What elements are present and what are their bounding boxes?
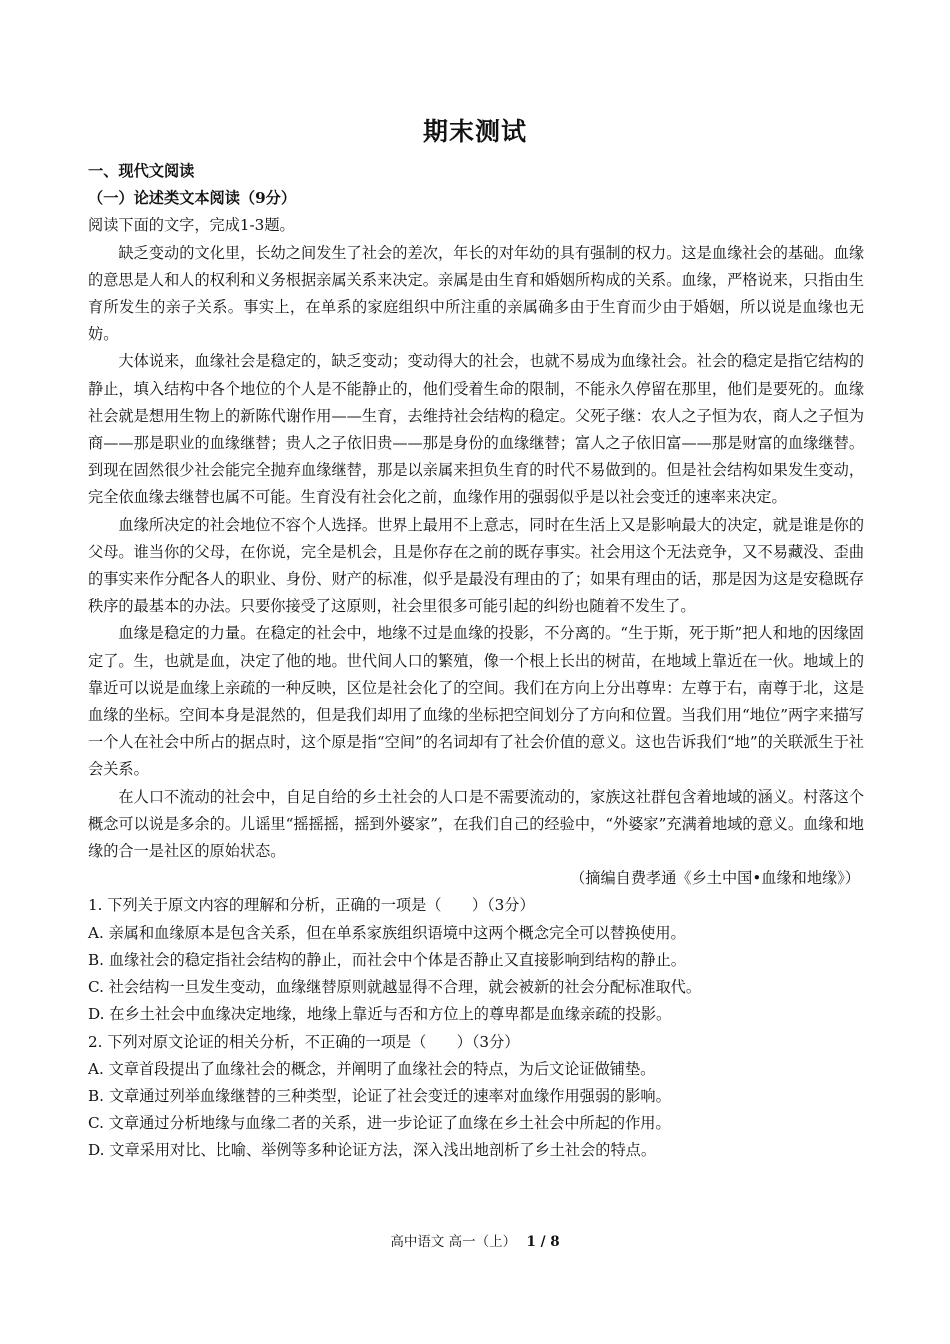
instruction-text: 阅读下面的文字，完成1-3题。 (88, 216, 295, 235)
paragraph-1: 缺乏变动的文化里，长幼之间发生了社会的差次，年长的对年幼的具有强制的权力。这是血缘社会的基础。血缘的意思是人和人的权利和义务根据亲属关系来决定。亲属是由生育和婚姻所构成的关系。血缘，严格说来，只指由生育所发生的亲子关系。事实上，在单系的家庭组织中所注重的亲属确多由于生育而少由于婚姻，所以说是血缘也无妨。 (88, 243, 864, 344)
question-2-option-c: C. 文章通过分析地缘与血缘二者的关系，进一步论证了血缘在乡土社会中所起的作用。 (88, 1114, 671, 1133)
page-footer (0, 1230, 950, 1250)
paragraph-3: 血缘所决定的社会地位不容个人选择。世界上最用不上意志，同时在生活上又是影响最大的决定，就是谁是你的父母。谁当你的父母，在你说，完全是机会，且是你存在之前的既存事实。社会用这个无法竞争，又不易藏没、歪曲的事实来作分配各人的职业、身份、财产的标准，似乎是最没有理由的了；如果有理由的话，那是因为这是安稳既存秩序的最基本的办法。只要你接受了这原则，社会里很多可能引起的纠纷也随着不发生了。 (88, 515, 864, 616)
footer-page-number: 1 / 8 (526, 1234, 560, 1250)
question-1-stem: 1. 下列关于原文内容的理解和分析，正确的一项是（ ）（3分） (88, 896, 535, 915)
subsection-heading: （一）论述类文本阅读（9分） (88, 189, 297, 208)
question-2-option-d: D. 文章采用对比、比喻、举例等多种论证方法，深入浅出地剖析了乡土社会的特点。 (88, 1141, 657, 1160)
content-body (88, 158, 864, 1165)
question-1-option-d: D. 在乡土社会中血缘决定地缘，地缘上靠近与否和方位上的尊卑都是血缘亲疏的投影。 (88, 1005, 672, 1024)
question-2-option-a: A. 文章首段提出了血缘社会的概念，并阐明了血缘社会的特点，为后文论证做铺垫。 (88, 1059, 656, 1078)
question-2-option-b: B. 文章通过列举血缘继替的三种类型，论证了社会变迁的速率对血缘作用强弱的影响。 (88, 1086, 671, 1105)
question-1-option-b: B. 血缘社会的稳定指社会结构的静止，而社会中个体是否静止又直接影响到结构的静止。 (88, 950, 686, 969)
paragraph-5: 在人口不流动的社会中，自足自给的乡土社会的人口是不需要流动的，家族这社群包含着地域的涵义。村落这个概念可以说是多余的。儿谣里“摇摇摇，摇到外婆家”，在我们自己的经验中，“外婆家”充满着地域的意义。血缘和地缘的合一是社区的原始状态。 (88, 787, 864, 861)
question-2-stem: 2. 下列对原文论证的相关分析，不正确的一项是（ ）（3分） (88, 1032, 520, 1051)
page-title: 期末测试 (422, 117, 527, 146)
section-heading: 一、现代文阅读 (88, 162, 195, 180)
source-citation: （摘编自费孝通《乡土中国•血缘和地缘》） (570, 869, 860, 888)
paragraph-4: 血缘是稳定的力量。在稳定的社会中，地缘不过是血缘的投影，不分离的。“生于斯，死于斯”把人和地的因缘固定了。生，也就是血，决定了他的地。世代间人口的繁殖，像一个根上长出的树苗，在地域上靠近在一伙。地域上的靠近可以说是血缘上亲疏的一种反映，区位是社会化了的空间。我们在方向上分出尊卑：左尊于右，南尊于北，这是血缘的坐标。空间本身是混然的，但是我们却用了血缘的坐标把空间划分了方向和位置。当我们用“地位”两字来描写一个人在社会中所占的据点时，这个原是指“空间”的名词却有了社会价值的意义。这也告诉我们“地”的关联派生于社会关系。 (88, 624, 864, 779)
paragraph-2: 大体说来，血缘社会是稳定的，缺乏变动；变动得大的社会，也就不易成为血缘社会。社会的稳定是指它结构的静止，填入结构中各个地位的个人是不能静止的，他们受着生命的限制，不能永久停留在那里，他们是要死的。血缘社会就是想用生物上的新陈代谢作用——生育，去维持社会结构的稳定。父死子继：农人之子恒为农，商人之子恒为商——那是职业的血缘继替；贵人之子依旧贵——那是身份的血缘继替；富人之子依旧富——那是财富的血缘继替。到现在固然很少社会能完全抛弃血缘继替，那是以亲属来担负生育的时代不易做到的。但是社会结构如果发生变动，完全依血缘去继替也属不可能。生育没有社会化之前，血缘作用的强弱似乎是以社会变迁的速率来决定。 (88, 352, 864, 507)
question-1-option-c: C. 社会结构一旦发生变动，血缘继替原则就越显得不合理，就会被新的社会分配标准取代。 (88, 978, 702, 997)
question-1-option-a: A. 亲属和血缘原本是包含关系，但在单系家族组织语境中这两个概念完全可以替换使用。 (88, 923, 686, 942)
footer-subject: 高中语文 高一（上） (390, 1234, 517, 1250)
